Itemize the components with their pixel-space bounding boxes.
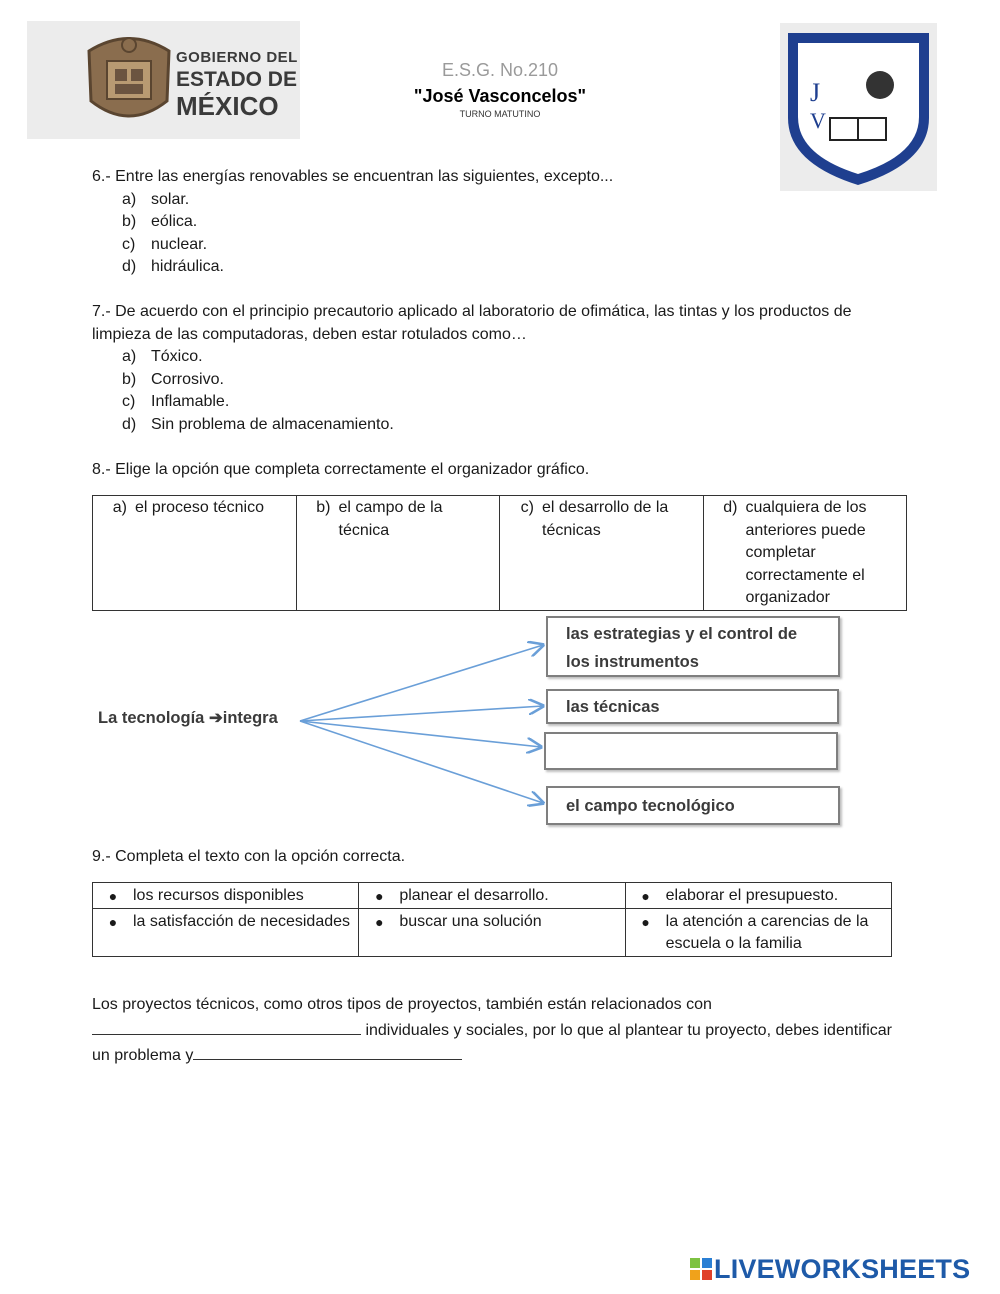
gov-line1: GOBIERNO DEL <box>176 49 298 66</box>
svg-text:V: V <box>810 108 826 133</box>
diagram-box-3-blank[interactable] <box>544 732 838 770</box>
question-6: 6.- Entre las energías renovables se encuentran las siguientes, excepto... <box>92 168 614 185</box>
blank-2[interactable] <box>193 1043 462 1060</box>
liveworksheets-logo-icon <box>690 1258 712 1280</box>
option-text: solar. <box>151 191 190 208</box>
brand-text: LIVEWORKSHEETS <box>714 1254 971 1284</box>
option-text: el desarrollo de la técnicas <box>542 499 669 539</box>
liveworksheets-brand <box>690 1254 970 1285</box>
option-text: Sin problema de almacenamiento. <box>151 416 394 433</box>
option-text: Inflamable. <box>151 393 230 410</box>
q9-cell <box>93 883 359 909</box>
option-letter: a) <box>112 499 127 516</box>
gov-line2: ESTADO DE <box>176 68 297 91</box>
question-7-line1: 7.- De acuerdo con el principio precautorio aplicado al laboratorio de ofimática, las tintas y los productos de <box>92 303 852 320</box>
bullet-icon: ● <box>641 913 650 930</box>
para-part2: individuales y sociales, por lo que al plantear tu proyecto, debes identificar <box>361 1021 892 1039</box>
source-verb: integra <box>222 709 278 727</box>
option-text: la atención a carencias de la escuela o la familia <box>665 912 869 953</box>
diagram-source-label <box>98 708 278 728</box>
option-text: buscar una solución <box>399 912 542 930</box>
bullet-icon: ● <box>375 888 384 904</box>
option-letter: d) <box>122 416 137 433</box>
option-text: planear el desarrollo. <box>399 887 549 904</box>
q9-cell <box>359 883 625 909</box>
option-text: el campo de la técnica <box>338 499 443 539</box>
para-part3: un problema y <box>92 1047 194 1064</box>
question-9: 9.- Completa el texto con la opción correcta. <box>92 848 406 865</box>
question-8: 8.- Elige la opción que completa correctamente el organizador gráfico. <box>92 461 590 478</box>
svg-text:J: J <box>810 78 821 107</box>
option-text: los recursos disponibles <box>133 887 304 904</box>
option-letter: a) <box>122 348 137 365</box>
gov-line3: MÉXICO <box>176 91 279 121</box>
question-7-line2: limpieza de las computadoras, deben estar rotulados como… <box>92 326 527 343</box>
source-text: La tecnología <box>98 709 209 727</box>
option-text: la satisfacción de necesidades <box>133 912 351 930</box>
option-letter: a) <box>122 191 137 208</box>
blank-1[interactable] <box>92 1018 361 1035</box>
q9-cell <box>93 908 359 956</box>
q9-cell <box>625 883 891 909</box>
option-letter: d) <box>723 499 738 516</box>
diagram-box-2: las técnicas <box>546 689 839 724</box>
diagram-box-1 <box>546 616 840 677</box>
para-part1: Los proyectos técnicos, como otros tipos de proyectos, también están relacionados con <box>92 996 712 1013</box>
option-text: cualquiera de los anteriores puede completar correctamente el organizador <box>745 499 867 607</box>
diagram-box-4: el campo tecnológico <box>546 786 840 825</box>
arrow-1 <box>300 645 543 721</box>
option-letter: c) <box>122 236 136 253</box>
bullet-icon: ● <box>108 913 118 930</box>
option-text: Corrosivo. <box>151 371 224 388</box>
arrow-4 <box>300 721 543 803</box>
arrow-right-icon: ➔ <box>208 709 223 727</box>
school-code: E.S.G. No.210 <box>441 60 559 80</box>
box1-line2: los instrumentos <box>566 653 699 671</box>
option-letter: b) <box>122 371 137 388</box>
option-letter: d) <box>122 258 137 275</box>
school-name: "José Vasconcelos" <box>413 86 587 106</box>
bullet-icon: ● <box>641 888 650 904</box>
q9-cell <box>625 908 891 956</box>
option-letter: b) <box>316 499 331 516</box>
box1-line1: las estrategias y el control de <box>566 625 798 643</box>
option-text: eólica. <box>151 213 198 230</box>
option-text: Tóxico. <box>151 348 203 365</box>
option-text: hidráulica. <box>151 258 224 275</box>
option-letter: c) <box>520 499 534 516</box>
q9-options-table <box>92 882 892 957</box>
option-text: nuclear. <box>151 236 208 253</box>
school-shift: TURNO MATUTINO <box>459 109 541 119</box>
option-letter: b) <box>122 213 137 230</box>
option-text: elaborar el presupuesto. <box>665 887 839 904</box>
bullet-icon: ● <box>108 888 118 904</box>
option-letter: c) <box>122 393 136 410</box>
option-text: el proceso técnico <box>135 499 264 516</box>
q9-cell <box>359 908 625 956</box>
fill-in-paragraph <box>92 992 902 1069</box>
arrow-2 <box>300 706 543 721</box>
bullet-icon: ● <box>375 913 384 930</box>
